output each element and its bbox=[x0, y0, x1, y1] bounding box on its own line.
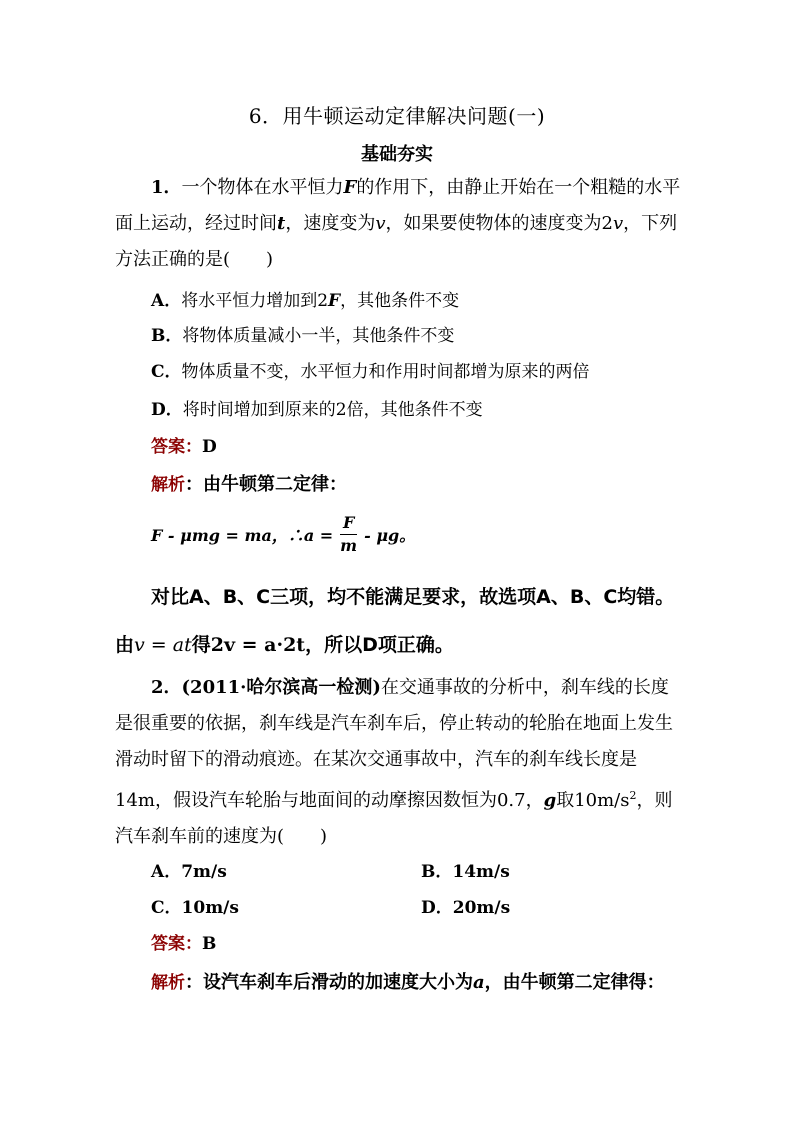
answer-label: 答案： bbox=[151, 437, 202, 457]
q2-superscript: 2 bbox=[629, 789, 637, 802]
option-label: A． bbox=[151, 862, 182, 882]
option-var: F bbox=[328, 291, 341, 311]
option-value: 14m/s bbox=[452, 862, 510, 882]
q1-var-f: F bbox=[343, 177, 357, 198]
option-value: 20m/s bbox=[452, 898, 511, 918]
conclusion-eq-1: v = at bbox=[134, 634, 192, 656]
q2-answer bbox=[151, 929, 216, 954]
option-label: B． bbox=[151, 326, 183, 346]
option-text: 将物体质量减小一半，其他条件不变 bbox=[182, 326, 455, 346]
q2-option-c bbox=[151, 893, 239, 918]
q2-text-b: 取10m/s bbox=[556, 790, 630, 811]
formula-fraction bbox=[337, 512, 360, 557]
q1-text-a: 一个物体在水平恒力 bbox=[181, 177, 344, 198]
q1-var-v: v bbox=[375, 213, 386, 234]
option-text: 将时间增加到原来的2倍，其他条件不变 bbox=[182, 400, 483, 420]
fraction-numerator: F bbox=[340, 512, 357, 535]
q1-text-e: ，下列方法正确的是( ) bbox=[115, 213, 678, 270]
q1-formula bbox=[151, 512, 415, 557]
section-heading: 基础夯实 bbox=[361, 144, 433, 165]
page-title: 6．用牛顿运动定律解决问题(一) bbox=[248, 104, 546, 128]
answer-label: 答案： bbox=[151, 934, 202, 954]
q2-option-b bbox=[421, 857, 510, 882]
conclusion-text-c: 得 bbox=[191, 634, 211, 656]
option-text: 将水平恒力增加到2 bbox=[181, 291, 329, 311]
analysis-label: 解析 bbox=[151, 475, 185, 495]
q1-var-v2: v bbox=[612, 213, 624, 234]
q2-text-c: ，则汽车刹车前的速度为( ) bbox=[115, 790, 673, 847]
q1-option-c bbox=[151, 357, 590, 382]
option-label: B． bbox=[421, 862, 453, 882]
formula-lhs: F - μmg = ma，∴a = bbox=[151, 526, 334, 545]
option-value: 10m/s bbox=[181, 898, 239, 918]
q1-option-b bbox=[151, 321, 454, 346]
q1-conclusion-2 bbox=[115, 630, 454, 657]
analysis-text-b: ，由牛顿第二定律得： bbox=[484, 972, 665, 993]
formula-rhs: - μg。 bbox=[364, 526, 416, 545]
q1-option-d bbox=[151, 395, 483, 420]
q2-option-d bbox=[421, 893, 510, 918]
answer-value: B bbox=[202, 934, 217, 954]
q1-text-c: ，速度变为 bbox=[285, 213, 376, 234]
question-2-number: 2． bbox=[151, 677, 182, 698]
analysis-text: ：由牛顿第二定律： bbox=[185, 474, 347, 495]
option-label: D． bbox=[421, 898, 453, 918]
conclusion-text-a: 由 bbox=[115, 634, 135, 656]
analysis-label: 解析 bbox=[151, 973, 185, 993]
conclusion-eq-2: 2v = a·2t bbox=[210, 634, 306, 656]
q1-var-t: t bbox=[277, 213, 286, 234]
q1-analysis bbox=[151, 470, 347, 496]
option-label: C． bbox=[151, 362, 182, 382]
fraction-denominator: m bbox=[340, 536, 358, 555]
answer-value: D bbox=[202, 437, 217, 457]
option-value: 7m/s bbox=[181, 862, 227, 882]
q1-text-d: ，如果要使物体的速度变为2 bbox=[385, 213, 613, 234]
option-label: D． bbox=[151, 400, 183, 420]
q2-var-g: g bbox=[543, 790, 557, 811]
q2-option-a bbox=[151, 857, 227, 882]
question-1-number: 1． bbox=[151, 177, 182, 198]
q1-option-a bbox=[151, 286, 459, 311]
analysis-text-a: ：设汽车刹车后滑动的加速度大小为 bbox=[185, 972, 473, 993]
option-label: A． bbox=[151, 291, 182, 311]
q2-analysis bbox=[151, 968, 665, 994]
conclusion-text-e: ，所以D项正确。 bbox=[305, 634, 454, 656]
option-label: C． bbox=[151, 898, 182, 918]
q1-answer bbox=[151, 432, 217, 457]
question-2-text bbox=[115, 670, 685, 855]
q1-text-b: 的作用下，由静止开始在一个粗糙的水平面上运动，经过时间 bbox=[115, 177, 681, 234]
option-text: 物体质量不变，水平恒力和作用时间都增为原来的两倍 bbox=[181, 362, 590, 382]
option-text-post: ，其他条件不变 bbox=[340, 291, 460, 311]
question-1-text bbox=[115, 170, 685, 278]
q1-conclusion-1: 对比A、B、C三项，均不能满足要求，故选项A、B、C均错。 bbox=[151, 586, 675, 608]
q2-text-a: 在交通事故的分析中，刹车线的长度是很重要的依据，刹车线是汽车刹车后，停止转动的轮胎在地面上发生滑动时留下的滑动痕迹。在某次交通事故中，汽车的刹车线长度是14m，假设汽车轮胎与地面间的动摩擦因数恒为0.7， bbox=[115, 677, 673, 811]
analysis-var: a bbox=[473, 972, 485, 993]
q2-source: (2011·哈尔滨高一检测) bbox=[181, 677, 381, 698]
